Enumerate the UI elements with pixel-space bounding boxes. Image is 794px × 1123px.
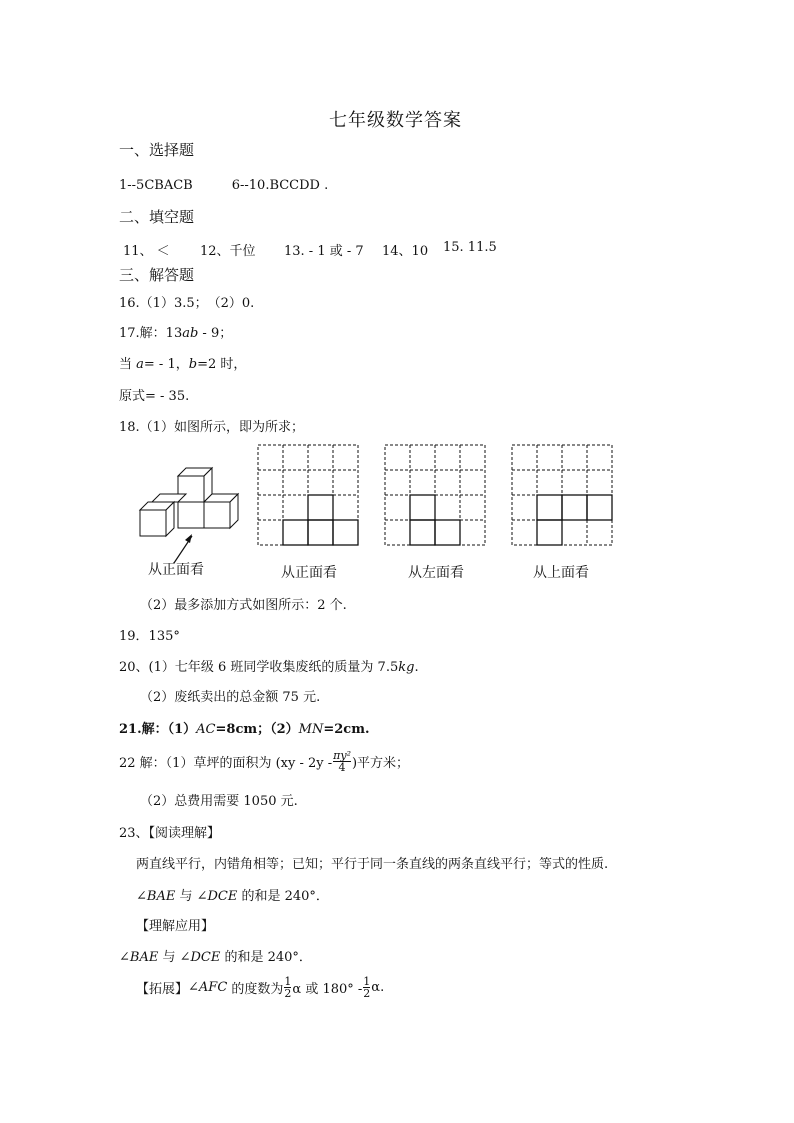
fill-answer-11: 11、 ＜ bbox=[123, 244, 170, 259]
answer-18-line2: （2）最多添加方式如图所示：2 个. bbox=[140, 598, 347, 613]
answer-17-var-a: a bbox=[136, 357, 144, 372]
grid-top-view bbox=[511, 444, 615, 548]
angle-bae-2: ∠BAE bbox=[119, 950, 159, 965]
answer-17-var-b: b bbox=[188, 357, 198, 372]
fill-answer-13: 13. - 1 或 - 7 bbox=[284, 244, 364, 259]
section-heading-solve: 三、解答题 bbox=[119, 266, 195, 284]
angle-dce-1: ∠DCE bbox=[196, 889, 238, 904]
answer-23-sum1 bbox=[136, 885, 329, 904]
answer-17-b-value: =2 时， bbox=[197, 357, 247, 372]
answer-18-line1: 18.（1）如图所示，即为所求； bbox=[119, 420, 304, 435]
frac1-den: 2 bbox=[284, 987, 292, 1000]
answer-20-line2: （2）废纸卖出的总金额 75 元. bbox=[140, 690, 321, 705]
answer-22-frac-num: πy² bbox=[333, 749, 351, 762]
answer-21 bbox=[119, 718, 370, 737]
answer-17-a-value: = - 1， bbox=[143, 357, 189, 372]
answer-23-heading: 23、【阅读理解】 bbox=[119, 826, 221, 841]
fill-answer-12: 12、千位 bbox=[200, 244, 256, 259]
answer-22-line2: （2）总费用需要 1050 元. bbox=[140, 794, 298, 809]
answer-23-reasons: 两直线平行，内错角相等；已知；平行于同一条直线的两条直线平行；等式的性质. bbox=[136, 857, 609, 872]
answer-17-line1 bbox=[119, 322, 232, 341]
answer-21-mn: MN bbox=[298, 722, 324, 737]
cube-stack-figure bbox=[138, 462, 258, 567]
grid-front-view bbox=[257, 444, 361, 548]
answer-17-line2 bbox=[119, 353, 246, 372]
answer-22-text: 22 解：（1）草坪的面积为 (xy - 2y - bbox=[119, 756, 333, 771]
answer-23-sum2 bbox=[119, 946, 312, 965]
angle-bae-1: ∠BAE bbox=[136, 889, 176, 904]
fraction-one-half-2 bbox=[363, 976, 370, 999]
angle-afc: ∠AFC bbox=[188, 980, 228, 995]
answer-23-sum1-tail: 的和是 240°． bbox=[237, 889, 329, 904]
caption-cube-front: 从正面看 bbox=[148, 562, 204, 578]
answer-21-ac: AC bbox=[196, 722, 216, 737]
answer-23-ext-text: 的度数为 bbox=[227, 982, 284, 997]
answer-17-line3: 原式= - 35. bbox=[119, 389, 190, 404]
answer-21-mn-value: =2cm. bbox=[323, 722, 370, 737]
answer-22-fraction bbox=[333, 750, 351, 773]
answer-22-line1 bbox=[119, 750, 409, 773]
answer-20-unit: kg bbox=[398, 660, 415, 675]
answer-23-ext-heading: 【拓展】 bbox=[136, 982, 189, 997]
answer-22-frac-den: 4 bbox=[333, 761, 351, 773]
answer-23-and-1: 与 bbox=[175, 889, 197, 904]
answer-23-apply-heading: 【理解应用】 bbox=[136, 919, 215, 934]
answer-20-line1 bbox=[119, 656, 419, 675]
answer-23-alpha-or: α 或 180° - bbox=[292, 982, 363, 997]
answer-16: 16.（1）3.5； （2）0. bbox=[119, 296, 255, 311]
answer-23-extension bbox=[136, 976, 384, 999]
answer-23-and-2: 与 bbox=[158, 950, 180, 965]
caption-top-view: 从上面看 bbox=[533, 565, 589, 581]
answer-23-alpha-end: α. bbox=[371, 980, 385, 995]
caption-left-view: 从左面看 bbox=[408, 565, 464, 581]
frac1-num: 1 bbox=[284, 975, 292, 988]
frac2-num: 1 bbox=[363, 975, 371, 988]
answer-17-text: 17.解：13 bbox=[119, 326, 183, 341]
answer-21-ac-value: =8cm；（2） bbox=[215, 722, 299, 737]
answer-20-period: . bbox=[414, 660, 419, 675]
answer-21-label: 21.解：（1） bbox=[119, 722, 197, 737]
answer-22-unit: )平方米； bbox=[351, 756, 410, 771]
answer-17-when: 当 bbox=[119, 357, 137, 372]
fraction-one-half-1 bbox=[284, 976, 291, 999]
section-heading-choice: 一、选择题 bbox=[119, 141, 195, 159]
choice-answers: 1--5CBACB 6--10.BCCDD . bbox=[119, 178, 329, 193]
frac2-den: 2 bbox=[363, 987, 371, 1000]
answer-19: 19．135° bbox=[119, 629, 180, 644]
angle-dce-2: ∠DCE bbox=[179, 950, 221, 965]
grid-left-view bbox=[384, 444, 488, 548]
answer-17-tail: - 9； bbox=[198, 326, 233, 341]
answer-23-sum2-tail: 的和是 240°． bbox=[220, 950, 312, 965]
answer-17-variable: ab bbox=[182, 326, 199, 341]
page-title: 七年级数学答案 bbox=[329, 110, 462, 131]
section-heading-fill: 二、填空题 bbox=[119, 208, 195, 226]
answer-20-text: 20、(1）七年级 6 班同学收集废纸的质量为 7.5 bbox=[119, 660, 399, 675]
fill-answer-14: 14、10 bbox=[382, 244, 429, 259]
caption-front-view: 从正面看 bbox=[281, 565, 337, 581]
fill-answer-15: 15. 11.5 bbox=[443, 240, 497, 255]
